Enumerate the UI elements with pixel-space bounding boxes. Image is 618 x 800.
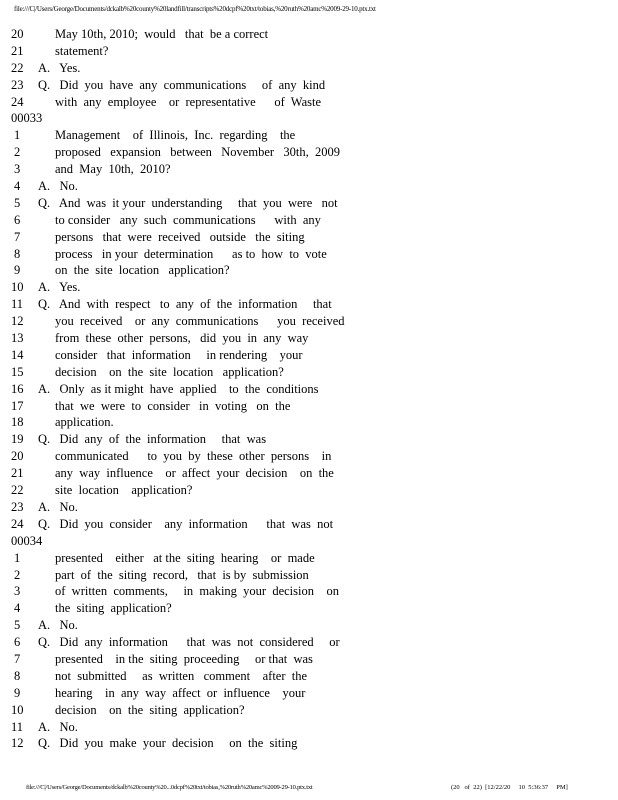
transcript-line [0, 600, 618, 617]
line-text: A. No. [38, 499, 78, 514]
line-number: 3 [14, 584, 21, 599]
line-number: 15 [11, 364, 24, 379]
transcript-line [0, 229, 618, 246]
line-number: 23 [11, 77, 24, 92]
line-number: 22 [11, 483, 24, 498]
transcript-line [0, 685, 618, 702]
transcript-body [0, 26, 618, 752]
transcript-line [0, 127, 618, 144]
line-number: 12 [11, 736, 24, 751]
line-text: Q. Did you make your decision on the siting [38, 736, 298, 751]
line-text: part of the siting record, that is by submission [55, 567, 309, 582]
line-number: 4 [14, 601, 21, 616]
transcript-line [0, 212, 618, 229]
transcript-line [0, 296, 618, 313]
transcript-line [0, 448, 618, 465]
transcript-line [0, 279, 618, 296]
line-number: 11 [11, 297, 24, 312]
transcript-line [0, 77, 618, 94]
transcript-line [0, 431, 618, 448]
transcript-line [0, 550, 618, 567]
line-text: from these other persons, did you in any way [55, 331, 309, 346]
line-number: 17 [11, 398, 24, 413]
line-text: consider that information in rendering your [55, 347, 303, 362]
transcript-line [0, 702, 618, 719]
line-text: A. No. [38, 618, 78, 633]
transcript-line [0, 347, 618, 364]
line-number: 19 [11, 432, 24, 447]
header-file-path: file:///C|/Users/George/Documents/dckalb%20county%20landfill/transcripts%20dcpf%20txt/tobias,%20ruth%20amc%2009-29-10.ptx.txt [14, 5, 376, 13]
line-text: May 10th, 2010; would that be a correct [55, 27, 269, 41]
line-text: decision on the siting application? [55, 702, 245, 717]
line-number: 23 [11, 499, 24, 514]
line-text: with any employee or representative of Waste [55, 94, 322, 109]
line-number: 1 [14, 128, 21, 143]
transcript-line [0, 161, 618, 178]
page-marker [0, 110, 618, 127]
line-number: 20 [11, 449, 24, 464]
line-number: 11 [11, 719, 24, 734]
line-text: presented either at the siting hearing or made [55, 550, 315, 565]
line-text: any way influence or affect your decision on the [55, 466, 334, 481]
line-text: communicated to you by these other persons in [55, 449, 332, 464]
line-text: Q. Did any of the information that was [38, 432, 267, 447]
line-number: 7 [14, 651, 21, 666]
line-text: site location application? [55, 483, 193, 498]
line-number: 24 [11, 516, 24, 531]
line-number: 20 [11, 27, 24, 41]
line-text: proposed expansion between November 30th, 2009 [55, 145, 341, 160]
line-text: process in your determination as to how to vote [55, 246, 327, 261]
line-text: Q. Did you have any communications of any kind [38, 77, 326, 92]
transcript-line [0, 381, 618, 398]
transcript-line [0, 583, 618, 600]
transcript-line [0, 516, 618, 533]
line-number: 21 [11, 466, 24, 481]
transcript-line [0, 499, 618, 516]
transcript-line [0, 398, 618, 415]
line-text: A. Yes. [38, 60, 81, 75]
line-number: 24 [11, 94, 24, 109]
line-number: 2 [14, 567, 21, 582]
line-number: 8 [14, 668, 21, 683]
transcript-line [0, 26, 618, 43]
line-text: A. Only as it might have applied to the conditions [38, 381, 319, 396]
transcript-line [0, 634, 618, 651]
line-number: 16 [11, 381, 24, 396]
line-text: hearing in any way affect or influence your [55, 685, 306, 700]
line-number: 6 [14, 635, 21, 650]
line-text: to consider any such communications with any [55, 212, 321, 227]
line-text: Q. And with respect to any of the information that [38, 297, 332, 312]
transcript-line [0, 43, 618, 60]
line-number: 13 [11, 331, 24, 346]
line-text: that we were to consider in voting on the [55, 398, 291, 413]
transcript-line [0, 482, 618, 499]
line-number: 10 [11, 702, 24, 717]
line-text: persons that were received outside the siting [55, 229, 305, 244]
line-text: the siting application? [55, 601, 172, 616]
line-number: 5 [14, 618, 21, 633]
line-number: 2 [14, 145, 21, 160]
transcript-line [0, 144, 618, 161]
transcript-line [0, 330, 618, 347]
line-number: 12 [11, 314, 24, 329]
line-number: 8 [14, 246, 21, 261]
line-text: Q. Did any information that was not considered or [38, 635, 340, 650]
line-number: 1 [14, 550, 21, 565]
transcript-line [0, 246, 618, 263]
transcript-line [0, 465, 618, 482]
transcript-line [0, 195, 618, 212]
line-text: and May 10th, 2010? [55, 162, 171, 177]
page-marker [0, 533, 618, 550]
transcript-line [0, 364, 618, 381]
line-text: A. Yes. [38, 280, 81, 295]
footer-file-path: file:///C|/Users/George/Documents/dckalb%20county%20...0dcpf%20txt/tobias,%20ruth%20amc%2009-29-10.ptx.txt [26, 784, 313, 791]
transcript-line [0, 313, 618, 330]
line-number: 00033 [11, 111, 43, 126]
line-text: of written comments, in making your decision on [55, 584, 339, 599]
line-text: you received or any communications you received [55, 314, 345, 329]
transcript-line [0, 617, 618, 634]
line-text: not submitted as written comment after the [55, 668, 308, 683]
line-text: on the site location application? [55, 263, 230, 278]
transcript-line [0, 719, 618, 736]
line-number: 3 [14, 162, 21, 177]
line-number: 10 [11, 280, 24, 295]
line-number: 6 [14, 212, 21, 227]
line-number: 18 [11, 415, 24, 430]
line-number: 00034 [11, 533, 43, 548]
line-number: 5 [14, 195, 21, 210]
transcript-line [0, 735, 618, 752]
line-text: presented in the siting proceeding or that was [55, 651, 313, 666]
line-number: 9 [14, 263, 21, 278]
transcript-line [0, 94, 618, 111]
line-number: 22 [11, 60, 24, 75]
line-text: decision on the site location application? [55, 364, 284, 379]
line-text: statement? [55, 43, 109, 58]
transcript-line [0, 651, 618, 668]
line-text: application. [55, 415, 114, 430]
transcript-line [0, 60, 618, 77]
line-number: 14 [11, 347, 24, 362]
line-number: 7 [14, 229, 21, 244]
transcript-line [0, 567, 618, 584]
line-number: 9 [14, 685, 21, 700]
line-number: 4 [14, 179, 21, 194]
footer-page-info: (20 of 22) [12/22/20 10 5:36:37 PM] [451, 784, 568, 791]
transcript-line [0, 414, 618, 431]
line-text: Q. And was it your understanding that you were not [38, 195, 338, 210]
transcript-line [0, 668, 618, 685]
line-text: A. No. [38, 719, 78, 734]
transcript-line [0, 178, 618, 195]
line-number: 21 [11, 43, 24, 58]
line-text: Management of Illinois, Inc. regarding the [55, 128, 296, 143]
transcript-line [0, 262, 618, 279]
line-text: A. No. [38, 179, 78, 194]
line-text: Q. Did you consider any information that was not [38, 516, 334, 531]
